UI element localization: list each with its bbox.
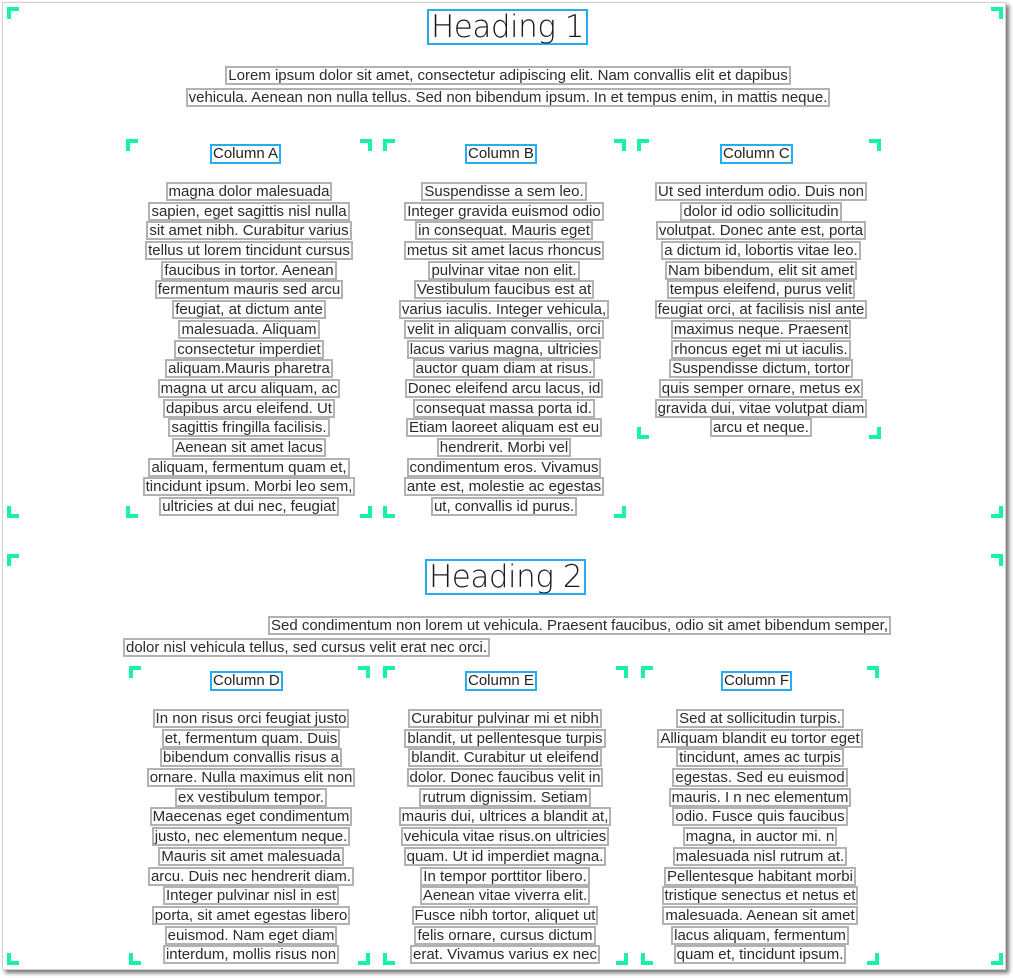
text-line: interdum, mollis risus non	[163, 945, 339, 964]
text-line: malesuada. Aenean sit amet	[662, 906, 857, 925]
text-line: Fusce nibh tortor, aliquet ut	[412, 906, 599, 925]
text-line: bibendum convallis risus a	[160, 748, 342, 767]
text-line: rutrum dignissim. Setiam	[419, 788, 590, 807]
column-f-corner-top-right	[867, 666, 879, 678]
column-b-title: Column B	[465, 144, 537, 164]
text-line: egestas. Sed eu euismod	[672, 768, 847, 787]
text-line: lacus aliquam, fermentum	[671, 926, 849, 945]
text-line: Alliquam blandit eu tortor eget	[657, 729, 862, 748]
text-line: arcu et neque.	[710, 418, 812, 437]
text-line: varius iaculis. Integer vehicula,	[399, 300, 609, 319]
column-e-body	[385, 709, 625, 965]
text-line: consectetur imperdiet	[174, 340, 323, 359]
text-line: ultricies at dui nec, feugiat	[159, 497, 338, 516]
text-line: lacus varius magna, ultricies	[407, 340, 601, 359]
text-line: Ut sed interdum odio. Duis non	[655, 182, 867, 201]
text-line: sagittis fringilla facilisis.	[168, 418, 329, 437]
text-line: odio. Fusce quis faucibus	[672, 807, 847, 826]
text-line: Integer gravida euismod odio	[404, 202, 603, 221]
column-c-corner-top-right	[869, 139, 881, 151]
text-line: ornare. Nulla maximus elit non	[147, 768, 356, 787]
text-line: feugiat orci, at facilisis nisl ante	[655, 300, 868, 319]
text-line: condimentum eros. Vivamus	[407, 458, 602, 477]
text-line: maximus neque. Praesent	[671, 320, 851, 339]
text-line: pulvinar vitae non elit.	[428, 261, 579, 280]
text-line: dolor. Donec faucibus velit in	[407, 768, 604, 787]
text-line: quam et, tincidunt ipsum.	[674, 945, 847, 964]
intro-line: Lorem ipsum dolor sit amet, consectetur adipiscing elit. Nam convallis elit et dapibus	[225, 66, 790, 85]
text-line: a dictum id, lobortis vitae leo.	[661, 241, 860, 260]
text-line: aliquam.Mauris pharetra	[165, 359, 333, 378]
text-line: consequat massa porta id.	[413, 399, 595, 418]
text-line: sit amet nibh. Curabitur varius	[146, 221, 351, 240]
column-c-corner-top-left	[637, 139, 649, 151]
section-1-corner-top-left	[7, 7, 19, 19]
column-c-title: Column C	[720, 144, 793, 164]
text-line: Vestibulum faucibus est at	[414, 280, 594, 299]
section-2-corner-bottom-right	[991, 953, 1003, 965]
text-line: velit in aliquam convallis, orci	[404, 320, 603, 339]
intro-line: dolor nisl vehicula tellus, sed cursus velit erat nec orci.	[123, 638, 490, 657]
section-1-intro	[123, 66, 893, 110]
text-line: blandit, ut pellentesque turpis	[404, 729, 605, 748]
section-2-corner-bottom-left	[7, 953, 19, 965]
text-line: ut, convallis id purus.	[431, 497, 577, 516]
text-line: quam. Ut id imperdiet magna.	[404, 847, 607, 866]
text-line: mauris dui, ultrices a blandit at,	[399, 807, 612, 826]
column-f-title: Column F	[721, 671, 792, 691]
section-1-corner-bottom-left	[7, 506, 19, 518]
column-b-corner-top-right	[614, 139, 626, 151]
text-line: Mauris sit amet malesuada	[158, 847, 343, 866]
text-line: ex vestibulum tempor.	[175, 788, 327, 807]
intro-line: vehicula. Aenean non nulla tellus. Sed non bibendum ipsum. In et tempus enim, in mattis neque.	[186, 88, 831, 107]
text-line: Donec eleifend arcu lacus, id	[405, 379, 604, 398]
text-line: feugiat, at dictum ante	[172, 300, 326, 319]
text-line: erat. Vivamus varius ex nec	[410, 945, 600, 964]
text-line: quis semper ornare, metus ex	[659, 379, 863, 398]
text-line: Aenean sit amet lacus	[172, 438, 326, 457]
text-line: Pellentesque habitant morbi	[664, 867, 856, 886]
text-line: Sed at sollicitudin turpis.	[676, 709, 844, 728]
text-line: vehicula vitae risus.on ultricies	[401, 827, 610, 846]
section-2-corner-top-right	[991, 554, 1003, 566]
text-line: mauris. I n nec elementum	[669, 788, 852, 807]
column-f-corner-top-left	[641, 666, 653, 678]
text-line: magna ut arcu aliquam, ac	[158, 379, 341, 398]
text-line: dapibus arcu eleifend. Ut	[163, 399, 335, 418]
text-line: porta, sit amet egestas libero	[152, 906, 351, 925]
section-2-intro	[123, 616, 893, 660]
text-line: et, fermentum quam. Duis	[162, 729, 341, 748]
text-line: malesuada nisl rutrum at.	[673, 847, 847, 866]
text-line: Nam bibendum, elit sit amet	[665, 261, 857, 280]
text-line: Maecenas eget condimentum	[150, 807, 353, 826]
column-c-body	[641, 182, 881, 438]
text-line: magna dolor malesuada	[166, 182, 333, 201]
text-line: aliquam, fermentum quam et,	[148, 458, 349, 477]
text-line: tincidunt ipsum. Morbi leo sem,	[143, 477, 356, 496]
text-line: tellus ut lorem tincidunt cursus	[145, 241, 353, 260]
column-d-body	[131, 709, 371, 965]
column-e-title: Column E	[465, 671, 537, 691]
column-e-corner-top-left	[383, 666, 395, 678]
text-line: auctor quam diam at risus.	[413, 359, 596, 378]
column-d-title: Column D	[210, 671, 283, 691]
text-line: in consequat. Mauris eget	[415, 221, 593, 240]
text-line: Suspendisse a sem leo.	[421, 182, 586, 201]
column-b-body	[384, 182, 624, 517]
text-line: tristique senectus et netus et	[662, 886, 859, 905]
document-page	[2, 2, 1006, 970]
text-line: Suspendisse dictum, tortor	[669, 359, 853, 378]
heading-2: Heading 2	[425, 559, 586, 595]
text-line: Integer pulvinar nisl in est	[163, 886, 339, 905]
column-a-body	[129, 182, 369, 517]
text-line: fermentum mauris sed arcu	[155, 280, 344, 299]
intro-line: Sed condimentum non lorem ut vehicula. Praesent faucibus, odio sit amet bibendum semper,	[268, 616, 891, 635]
column-e-corner-top-right	[616, 666, 628, 678]
text-line: arcu. Duis nec hendrerit diam.	[148, 867, 354, 886]
column-d-corner-top-right	[358, 666, 370, 678]
text-line: magna, in auctor mi. n	[683, 827, 837, 846]
text-line: tempus eleifend, purus velit	[667, 280, 856, 299]
text-line: euismod. Nam eget diam	[165, 926, 338, 945]
text-line: Etiam laoreet aliquam est eu	[406, 418, 602, 437]
text-line: In non risus orci feugiat justo	[153, 709, 350, 728]
column-b-corner-top-left	[383, 139, 395, 151]
text-line: felis ornare, cursus dictum	[414, 926, 595, 945]
text-line: justo, nec elementum neque.	[152, 827, 351, 846]
text-line: malesuada. Aliquam	[178, 320, 319, 339]
column-a-title: Column A	[210, 144, 281, 164]
text-line: ante est, molestie ac egestas	[404, 477, 604, 496]
section-1-corner-bottom-right	[991, 506, 1003, 518]
text-line: blandit. Curabitur ut eleifend	[408, 748, 602, 767]
column-d-corner-top-left	[129, 666, 141, 678]
text-line: sapien, eget sagittis nisl nulla	[148, 202, 349, 221]
column-f-body	[640, 709, 880, 965]
column-a-corner-top-right	[360, 139, 372, 151]
text-line: volutpat. Donec ante est, porta	[656, 221, 866, 240]
text-line: hendrerit. Morbi vel	[437, 438, 571, 457]
text-line: dolor id odio sollicitudin	[680, 202, 841, 221]
text-line: Curabitur pulvinar mi et nibh	[408, 709, 602, 728]
text-line: metus sit amet lacus rhoncus	[404, 241, 604, 260]
text-line: In tempor porttitor libero.	[420, 867, 589, 886]
text-line: rhoncus eget mi ut iaculis.	[671, 340, 850, 359]
heading-1: Heading 1	[427, 9, 588, 45]
text-line: gravida dui, vitae volutpat diam	[655, 399, 868, 418]
column-a-corner-top-left	[126, 139, 138, 151]
text-line: Aenean vitae viverra elit.	[420, 886, 590, 905]
text-line: tincidunt, ames ac turpis	[676, 748, 844, 767]
section-2-corner-top-left	[7, 554, 19, 566]
section-1-corner-top-right	[991, 7, 1003, 19]
text-line: faucibus in tortor. Aenean	[161, 261, 336, 280]
